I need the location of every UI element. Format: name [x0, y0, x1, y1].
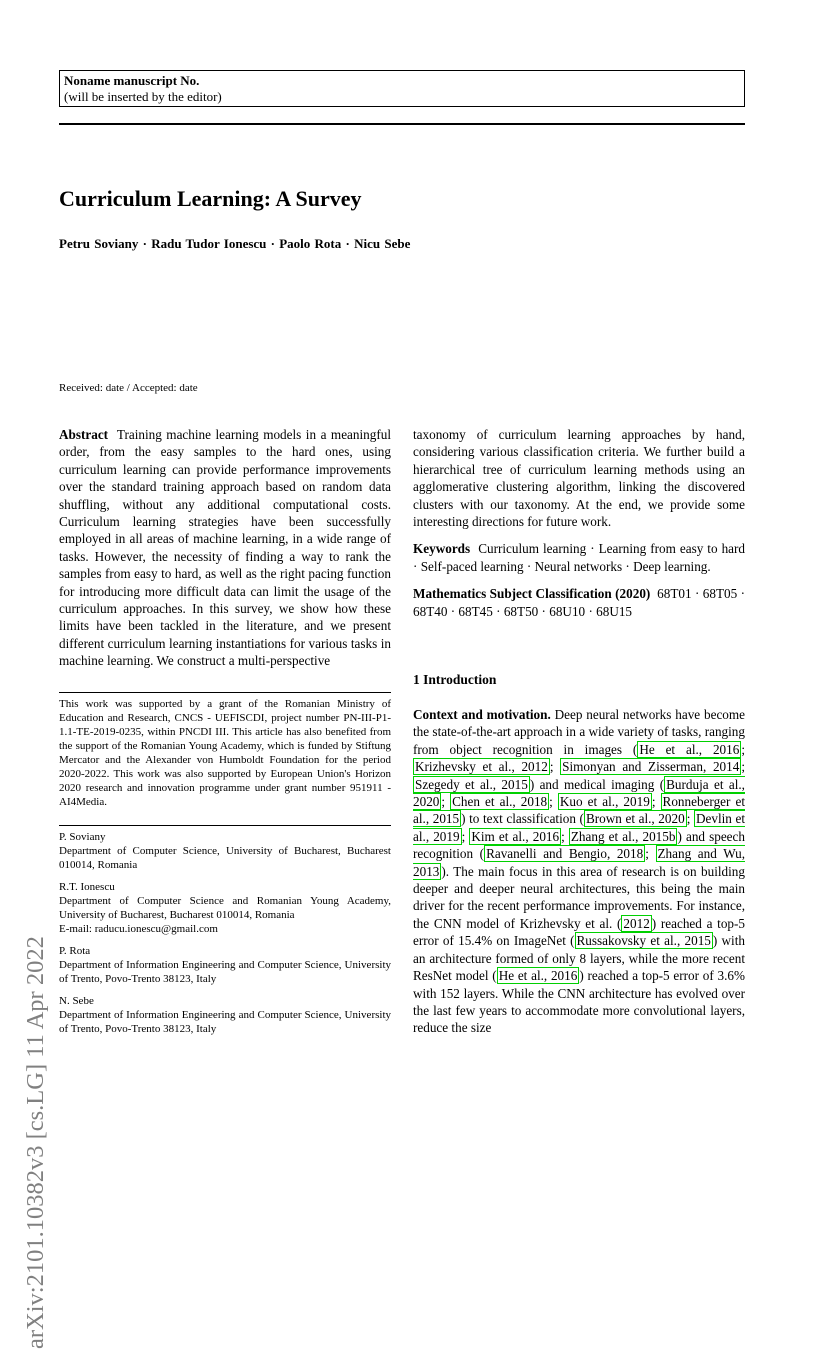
- intro-text: ). The main focus in this area of research is on building deeper and deeper neural architectures, this being the main driver for the recent performance improvements. For instance, the CNN model of Krizhevsky et al. (: [413, 863, 745, 931]
- msc-text: 68T01 · 68T05 · 68T40 · 68T45 · 68T50 · 68U10 · 68U15: [413, 586, 745, 619]
- affiliation-name: N. Sebe: [59, 995, 94, 1007]
- intro-text: ;: [561, 828, 569, 844]
- intro-text: ) to text classification (: [461, 811, 584, 827]
- citation-link[interactable]: Kuo et al., 2019: [559, 794, 650, 810]
- citation-link[interactable]: Burduja et al., 2020: [413, 776, 745, 810]
- intro-text: ;: [741, 741, 745, 757]
- intro-text: ;: [686, 811, 694, 827]
- editor-note: (will be inserted by the editor): [64, 89, 222, 104]
- section-heading-introduction: 1 Introduction: [413, 672, 497, 687]
- author-list: Petru Soviany · Radu Tudor Ionescu · Paolo Rota · Nicu Sebe: [59, 236, 411, 251]
- affiliation-dept: Department of Computer Science and Romanian Young Academy, University of Bucharest, Bucharest 010014, Romania: [59, 895, 391, 921]
- keywords-text: Curriculum learning · Learning from easy to hard · Self-paced learning · Neural networks · Deep learning.: [413, 541, 746, 574]
- msc-label: Mathematics Subject Classification (2020): [413, 586, 651, 602]
- affiliation-dept: Department of Information Engineering and Computer Science, University of Trento, Povo-Trento 38123, Italy: [59, 959, 391, 985]
- citation-link[interactable]: He et al., 2016: [639, 741, 740, 757]
- affiliations-block: [59, 830, 391, 1044]
- intro-text: ) reached a top-5 error of 3.6% with 152 layers. While the CNN architecture has evolved over the last few years to accommodate more convolutional layers, reduce the size: [413, 968, 745, 1036]
- affiliation-dept: Department of Computer Science, University of Bucharest, Bucharest 010014, Romania: [59, 845, 391, 871]
- abstract-text-left: Training machine learning models in a meaningful order, from the easy samples to the hard ones, using curriculum learning can provide performance improvements over the standard training approach based on random data shuffling, without any additional computational costs. Curriculum learning strategies have been successfully employed in all areas of machine learning, in a wide range of tasks. However, the necessity of finding a way to rank the samples from easy to hard, as well as the right pacing function for introducing more difficult data can limit the usage of the curriculum approaches. In this survey, we show how these limits have been tackled in the literature, and we present different curriculum learning instantiations for various tasks in machine learning. We construct a multi-perspective: [59, 427, 391, 669]
- citation-link[interactable]: 2012: [623, 915, 650, 931]
- citation-link[interactable]: Ronneberger et al., 2015: [413, 794, 745, 827]
- abstract-paragraph: [59, 426, 391, 670]
- keywords-label: Keywords: [413, 541, 471, 557]
- intro-text: ;: [461, 828, 470, 844]
- msc-paragraph: [413, 585, 745, 620]
- manuscript-label: Noname manuscript No.: [64, 73, 200, 88]
- arxiv-stamp: [19, 362, 52, 1349]
- intro-text: Deep neural networks have become the state-of-the-art approach in a wide variety of tasks, ranging from object recognition in images (: [413, 707, 745, 757]
- citation-link[interactable]: Kim et al., 2016: [471, 828, 560, 844]
- affiliation-name: P. Soviany: [59, 831, 106, 843]
- arxiv-stamp-text: arXiv:2101.10382v3 [cs.LG] 11 Apr 2022: [22, 936, 49, 1349]
- citation-link[interactable]: Chen et al., 2018: [452, 794, 548, 810]
- citation-link[interactable]: Krizhevsky et al., 2012: [415, 759, 548, 775]
- introduction-paragraph: [413, 706, 745, 1037]
- abstract-right-column: [413, 426, 745, 620]
- intro-lead: Context and motivation.: [413, 707, 551, 722]
- intro-text: ) and medical imaging (: [529, 776, 665, 792]
- affiliation-item: [59, 994, 391, 1036]
- citation-link[interactable]: Szegedy et al., 2015: [415, 776, 528, 792]
- citation-link[interactable]: Devlin et al., 2019: [413, 811, 745, 844]
- citation-link[interactable]: Brown et al., 2020: [585, 811, 685, 827]
- intro-text: ) reached a top-5 error of 15.4% on ImageNet (: [413, 915, 745, 949]
- header-rule: [59, 123, 745, 125]
- received-date: Received: date / Accepted: date: [59, 382, 198, 394]
- keywords-paragraph: [413, 540, 745, 575]
- citation-link[interactable]: He et al., 2016: [498, 968, 578, 984]
- affiliation-item: [59, 830, 391, 872]
- citation-link[interactable]: Simonyan and Zisserman, 2014: [562, 759, 740, 775]
- affiliation-item: [59, 944, 391, 986]
- intro-text: ;: [549, 759, 561, 775]
- footnote-rule: [59, 692, 391, 693]
- intro-text: ) with an architecture formed of only 8 layers, while the more recent ResNet model (: [413, 933, 745, 984]
- citation-link[interactable]: Russakovsky et al., 2015: [576, 933, 711, 949]
- funding-footnote: This work was supported by a grant of the Romanian Ministry of Education and Research, CNCS - UEFISCDI, project number PN-III-P1-1.1-TE-2019-0235, within PNCDI III. This article has also benefited from the support of the Romanian Young Academy, which is funded by Stiftung Mercator and the Alexander von Humboldt Foundation for the period 2020-2022. This work was also supported by European Union's Horizon 2020 research and innovation programme under grant number 951911 - AI4Media.: [59, 698, 391, 808]
- affiliation-name: R.T. Ionescu: [59, 881, 115, 893]
- citation-link[interactable]: Ravanelli and Bengio, 2018: [486, 846, 644, 862]
- intro-text: ;: [645, 846, 656, 862]
- citation-link[interactable]: Zhang and Wu, 2013: [413, 846, 746, 879]
- abstract-text-right: taxonomy of curriculum learning approaches by hand, considering various classification criteria. We further build a hierarchical tree of curriculum learning methods using an agglomerative clustering algorithm, linking the discovered clusters with our taxonomy. At the end, we provide some interesting directions for future work.: [413, 427, 745, 530]
- intro-text: ;: [741, 759, 745, 775]
- manuscript-header-box: [59, 70, 745, 107]
- affiliation-name: P. Rota: [59, 945, 91, 957]
- abstract-label: Abstract: [59, 427, 109, 442]
- intro-text: ;: [549, 794, 558, 810]
- affiliations-rule: [59, 825, 391, 826]
- affiliation-email[interactable]: E-mail: raducu.ionescu@gmail.com: [59, 923, 218, 935]
- paper-title: Curriculum Learning: A Survey: [59, 186, 362, 211]
- affiliation-dept: Department of Information Engineering and Computer Science, University of Trento, Povo-Trento 38123, Italy: [59, 1009, 391, 1035]
- citation-link[interactable]: Zhang et al., 2015b: [570, 828, 676, 844]
- intro-text: ;: [441, 794, 451, 810]
- intro-text: ;: [651, 794, 661, 810]
- intro-text: ) and speech recognition (: [413, 828, 745, 862]
- abstract-left-column: [59, 426, 391, 670]
- affiliation-item: [59, 880, 391, 936]
